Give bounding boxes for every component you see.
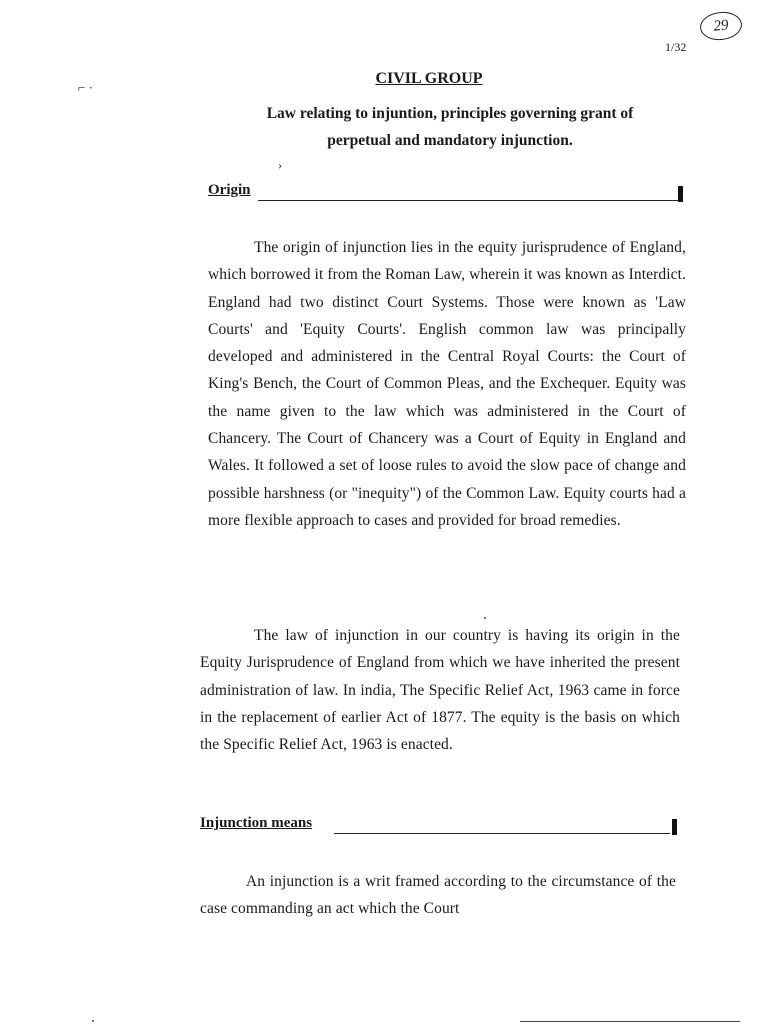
document-subtitle	[230, 100, 670, 154]
footer-line	[520, 1021, 740, 1022]
page-number: 1/32	[665, 40, 687, 54]
origin-paragraph-2	[200, 622, 680, 758]
heading-rule	[334, 833, 670, 834]
subtitle-line-2: perpetual and mandatory injunction.	[327, 132, 573, 149]
heading-end-bar	[672, 819, 677, 835]
page-stamp: 29	[699, 10, 744, 42]
stray-dot	[484, 617, 486, 619]
footer-dot	[92, 1020, 94, 1022]
paragraph-text: The origin of injunction lies in the equity jurisprudence of England, which borrowed it from the Roman Law, wherein it was known as Interdict. England had two distinct Court Systems. Those were known as 'Law Courts' and 'Equity Courts'. English common law was principally developed and administered in the Central Royal Courts: the Court of King's Bench, the Court of Common Pleas, and the Exchequer. Equity was the name given to the law which was administered in the Court of Chancery. The Court of Chancery was a Court of Equity in England and Wales. It followed a set of loose rules to avoid the slow pace of change and possible harshness (or "inequity") of the Common Law. Equity courts had a more flexible approach to cases and provided for broad remedies.	[208, 239, 686, 529]
section-heading-origin: Origin	[208, 182, 251, 198]
section-heading-injunction-means: Injunction means	[200, 815, 313, 831]
heading-end-bar	[678, 186, 683, 202]
group-title: CIVIL GROUP	[375, 70, 483, 87]
injunction-paragraph-1	[200, 868, 676, 923]
subtitle-line-1: Law relating to injuntion, principles governing grant of	[266, 105, 634, 122]
heading-rule	[258, 200, 678, 201]
paragraph-text: The law of injunction in our country is having its origin in the Equity Jurisprudence of England from which we have inherited the present administration of law. In india, The Specific Relief Act, 1963 came in force in the replacement of earlier Act of 1877. The equity is the basis on which the Specific Relief Act, 1963 is enacted.	[200, 627, 680, 754]
paragraph-text: An injunction is a writ framed according to the circumstance of the case commanding an act which the Court	[200, 873, 676, 918]
stray-mark: ›	[278, 158, 282, 172]
corner-mark: ⌐ ·	[78, 80, 93, 95]
origin-paragraph-1	[208, 234, 686, 534]
